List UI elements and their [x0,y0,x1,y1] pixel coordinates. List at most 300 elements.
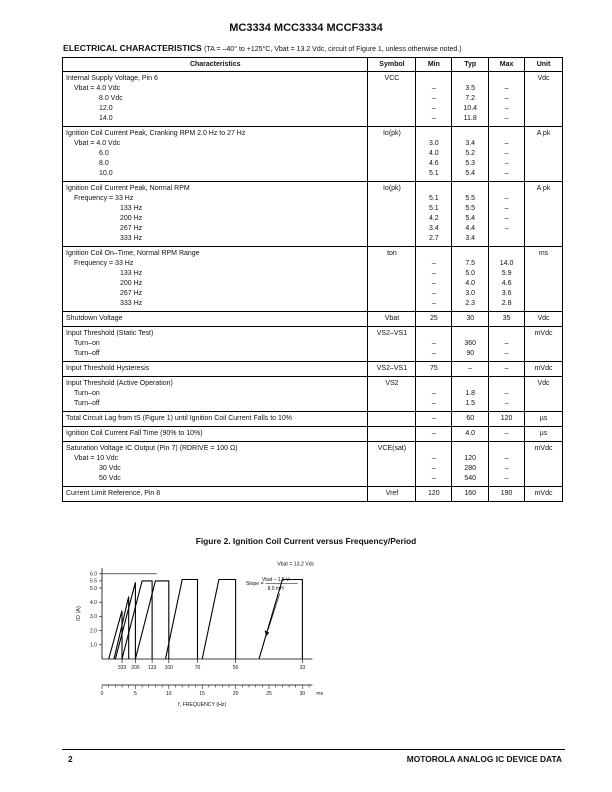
characteristic-cell [63,72,368,127]
characteristic-text: 267 Hz [120,290,143,297]
characteristic-text: 8.0 Vdc [99,95,123,102]
max-value: – [504,95,509,102]
characteristic-text: 30 Vdc [99,465,121,472]
typ-value [455,379,485,389]
symbol-text [371,429,412,439]
unit-text: mVdc [534,330,553,337]
min-value [419,129,448,139]
max-cell [489,72,525,127]
max-value: 190 [500,490,513,497]
typ-value: 7.5 [465,260,476,267]
typ-cell [452,412,489,427]
min-value [419,74,448,84]
time-tick-label: 25 [266,691,272,697]
characteristic-text: Internal Supply Voltage, Pin 6 [66,75,158,82]
max-value: 35 [502,315,511,322]
unit-text: µs [539,415,548,422]
symbol-cell [368,412,416,427]
max-cell [489,312,525,327]
typ-value: 3.5 [465,85,476,92]
y-tick-label: 4.0 [90,600,97,606]
unit-cell [525,327,563,362]
min-value: – [431,475,436,482]
max-value: – [504,85,509,92]
characteristic-text: 200 Hz [120,215,143,222]
characteristic-cell [63,327,368,362]
characteristic-cell [63,427,368,442]
characteristic-cell [63,377,368,412]
unit-text: µs [539,430,548,437]
characteristic-text: 333 Hz [120,235,143,242]
max-value: – [504,390,509,397]
unit-cell [525,487,563,502]
min-cell [416,247,452,312]
unit-cell [525,377,563,412]
min-value: – [431,270,436,277]
characteristic-cell [63,412,368,427]
unit-text: Vdc [537,75,550,82]
max-cell [489,427,525,442]
symbol-cell [368,312,416,327]
min-value: – [431,115,436,122]
max-value: 120 [500,415,513,422]
min-value: 120 [428,490,440,497]
min-value: – [431,465,436,472]
characteristic-text: Frequency = 33 Hz [74,260,134,267]
min-value: – [431,350,436,357]
characteristic-text: Shutdown Voltage [66,315,123,322]
characteristic-text: Vbat = 4.0 Vdc [74,140,121,147]
max-cell [489,182,525,247]
slope-arrow [268,594,279,630]
min-value: 4.0 [428,150,439,157]
min-cell [416,312,452,327]
typ-value: 5.4 [465,215,476,222]
min-value: 3.4 [428,225,439,232]
characteristic-text: 333 Hz [120,300,143,307]
typ-value: 4.0 [465,430,476,437]
symbol-cell [368,487,416,502]
y-tick-label: 2.0 [90,628,97,635]
unit-text: ms [538,250,549,257]
typ-value: 360 [464,340,477,347]
max-value: – [504,140,509,147]
max-value: 5.9 [501,270,512,277]
symbol-text: VS2–VS1 [376,365,408,372]
time-tick-label: 20 [232,691,239,697]
min-value: 25 [429,315,438,322]
table-header-row [63,58,563,72]
symbol-cell [368,442,416,487]
symbol-text: Vbat [384,315,400,322]
min-cell [416,412,452,427]
min-value: – [431,95,436,102]
symbol-text: VCC [384,75,400,82]
current-waveform [114,597,129,660]
typ-cell [452,312,489,327]
time-tick-label: 10 [166,691,172,697]
typ-cell [452,127,489,182]
max-value: – [504,205,509,212]
characteristic-text: Current Limit Reference, Pin 8 [66,490,161,497]
symbol-cell [368,427,416,442]
unit-text: A pk [536,130,551,137]
table-row [63,182,563,247]
max-value: – [504,195,509,202]
max-value: – [504,465,509,472]
y-tick-label: 6.0 [90,571,97,578]
electrical-characteristics-table [62,57,563,502]
characteristic-text: Turn–on [74,340,100,347]
characteristic-cell [63,362,368,377]
freq-tick-label: 50 [232,665,239,671]
table-row [63,412,563,427]
max-value: – [504,365,509,372]
min-value: – [431,85,436,92]
unit-cell [525,182,563,247]
typ-value [455,329,485,339]
min-value: – [431,280,436,287]
table-row [63,327,563,362]
header-typ: Typ [452,58,489,72]
typ-value: 30 [466,315,475,322]
min-value: 5.1 [428,170,439,177]
min-value [419,379,448,389]
time-unit-label: ms [316,691,324,697]
characteristic-text: Ignition Coil Current Peak, Cranking RPM 2.0 Hz to 27 Hz [66,130,246,137]
min-cell [416,427,452,442]
max-value: – [504,350,509,357]
max-cell [489,442,525,487]
unit-cell [525,312,563,327]
max-value [492,329,521,339]
max-value: – [504,475,509,482]
slope-annotation-label: Slope = [245,581,264,588]
min-value: – [431,415,436,422]
max-cell [489,247,525,312]
typ-value: 4.0 [465,280,476,287]
characteristic-cell [63,182,368,247]
typ-value: 3.0 [465,290,476,297]
min-value: – [431,260,436,267]
page-title: MC3334 MCC3334 MCCF3334 [229,22,383,34]
characteristic-text: 12.0 [99,105,113,112]
min-value: – [431,400,436,407]
freq-tick-label: 133 [147,665,157,671]
current-waveform [202,580,235,660]
typ-value: 3.4 [465,140,476,147]
freq-tick-label: 333 [117,665,127,671]
max-value: – [504,170,509,177]
typ-value: 4.4 [465,225,476,232]
symbol-text: VS2–VS1 [376,330,408,337]
typ-value [455,74,485,84]
unit-cell [525,72,563,127]
characteristic-text: Ignition Coil On–Time, Normal RPM Range [66,250,200,257]
max-cell [489,127,525,182]
max-cell [489,412,525,427]
symbol-text: Vref [385,490,399,497]
max-value [492,444,521,454]
typ-value: 10.4 [463,105,478,112]
typ-value [455,129,485,139]
typ-cell [452,427,489,442]
x-axis-label: f, FREQUENCY (Hz) [178,702,227,708]
footer-text: MOTOROLA ANALOG IC DEVICE DATA [406,754,562,764]
typ-value: 7.2 [465,95,476,102]
typ-cell [452,72,489,127]
symbol-text: VS2 [385,380,399,387]
max-value: – [504,150,509,157]
characteristic-text: Saturation Voltage IC Output (Pin 7) (RDRIVE = 100 Ω) [66,445,238,452]
slope-denominator: 8.0 mH [267,586,284,593]
typ-value: 2.3 [465,300,476,307]
characteristic-text: Vbat = 4.0 Vdc [74,85,121,92]
min-cell [416,327,452,362]
slope-numerator: Vbat – 1.5 V [261,577,290,584]
characteristic-text: Ignition Coil Current Fall Time (90% to 10%) [66,430,203,437]
min-value: – [431,340,436,347]
table-row [63,127,563,182]
unit-cell [525,247,563,312]
min-value: 4.6 [428,160,439,167]
section-heading-label: ELECTRICAL CHARACTERISTICS [63,43,202,53]
min-cell [416,487,452,502]
typ-value: 5.4 [465,170,476,177]
max-value [492,249,521,259]
characteristic-text: Turn–on [74,390,100,397]
y-axis-label: IO (A) [76,606,82,621]
characteristic-cell [63,127,368,182]
time-tick-label: 5 [134,691,137,697]
freq-tick-label: 33 [299,665,306,671]
characteristic-text: 10.0 [99,170,113,177]
table-row [63,487,563,502]
typ-value: 5.0 [465,270,476,277]
time-tick-label: 30 [299,691,306,697]
characteristic-text: Input Threshold Hysteresis [66,365,150,372]
typ-cell [452,487,489,502]
max-value [492,74,521,84]
time-tick-label: 0 [100,691,104,697]
max-value: – [504,225,509,232]
characteristic-cell [63,442,368,487]
unit-text: mVdc [534,490,553,497]
max-value: 3.6 [501,290,512,297]
current-waveform [166,580,198,660]
max-cell [489,327,525,362]
typ-value: 1.8 [465,390,476,397]
typ-value [455,249,485,259]
symbol-cell [368,377,416,412]
max-value: 4.6 [501,280,512,287]
min-value: 5.1 [428,195,439,202]
max-value: – [504,455,509,462]
min-value [419,249,448,259]
vbat-annotation: Vbat = 13.2 Vdc [277,561,315,568]
header-characteristics: Characteristics [63,58,368,72]
characteristic-text: 133 Hz [120,205,143,212]
page-number: 2 [68,754,73,764]
unit-cell [525,427,563,442]
table-body [63,72,563,502]
characteristic-text: 200 Hz [120,280,143,287]
symbol-cell [368,362,416,377]
max-value: – [504,160,509,167]
header-max: Max [489,58,525,72]
typ-value: – [468,365,473,372]
max-value: 2.8 [501,300,512,307]
test-conditions: (TA = –40° to +125°C, Vbat = 13.2 Vdc, circuit of Figure 1, unless otherwise noted.) [204,46,462,53]
min-cell [416,127,452,182]
unit-cell [525,362,563,377]
max-value [492,129,521,139]
symbol-text: Io(pk) [382,185,401,192]
max-value: – [504,115,509,122]
figure-title: Figure 2. Ignition Coil Current versus Frequency/Period [195,536,417,546]
table-row [63,427,563,442]
min-value: – [431,105,436,112]
symbol-text [371,414,412,424]
typ-value: 1.5 [465,400,476,407]
characteristic-text: 8.0 [99,160,109,167]
time-tick-label: 15 [199,691,205,697]
min-value: – [431,430,436,437]
max-value: – [504,105,509,112]
typ-value: 11.8 [463,115,477,122]
typ-value: 540 [464,475,477,482]
min-value: – [431,455,436,462]
typ-value: 90 [466,350,475,357]
symbol-cell [368,127,416,182]
characteristic-text: Turn–off [74,350,100,357]
min-value: 2.7 [428,235,439,242]
typ-value: 5.3 [465,160,476,167]
max-value [492,379,521,389]
characteristic-cell [63,312,368,327]
max-value: – [504,400,509,407]
ignition-current-chart [60,558,550,718]
typ-cell [452,362,489,377]
max-value [492,184,521,194]
symbol-cell [368,72,416,127]
min-value [419,329,448,339]
typ-cell [452,327,489,362]
characteristic-text: 50 Vdc [99,475,121,482]
characteristic-text: Turn–off [74,400,100,407]
typ-value: 5.2 [465,150,476,157]
characteristic-text: 267 Hz [120,225,143,232]
characteristic-text: 14.0 [99,115,113,122]
y-tick-label: 5.5 [90,578,97,585]
table-row [63,312,563,327]
typ-value: 3.4 [465,235,476,242]
symbol-cell [368,247,416,312]
typ-value: 5.5 [465,195,476,202]
unit-cell [525,442,563,487]
y-tick-label: 1.0 [90,642,97,649]
typ-value: 280 [464,465,477,472]
max-value: – [504,430,509,437]
unit-text: mVdc [534,365,553,372]
unit-text: Vdc [537,315,550,322]
min-value [419,444,448,454]
characteristic-text: Frequency = 33 Hz [74,195,134,202]
header-symbol: Symbol [368,58,416,72]
min-value [419,184,448,194]
table-row [63,442,563,487]
min-value: 4.2 [428,215,439,222]
unit-text: A pk [536,185,551,192]
min-cell [416,442,452,487]
typ-cell [452,442,489,487]
table-row [63,362,563,377]
table-row [63,72,563,127]
typ-value [455,184,485,194]
characteristic-cell [63,487,368,502]
header-min: Min [416,58,452,72]
table-row [63,377,563,412]
symbol-text: ton [387,250,397,257]
typ-value: 120 [464,455,477,462]
characteristic-text: Input Threshold (Active Operation) [66,380,173,387]
max-value: – [504,215,509,222]
symbol-cell [368,182,416,247]
unit-text: mVdc [534,445,553,452]
section-heading [63,43,462,53]
typ-value: 60 [466,415,475,422]
typ-value: 160 [464,490,477,497]
y-tick-label: 3.0 [90,614,97,621]
characteristic-text: 133 Hz [120,270,143,277]
min-cell [416,182,452,247]
freq-tick-label: 70 [194,665,201,671]
min-value: 75 [429,365,438,372]
max-cell [489,487,525,502]
freq-tick-label: 200 [131,665,140,671]
unit-cell [525,412,563,427]
freq-tick-label: 100 [164,665,173,671]
characteristic-text: 6.0 [99,150,109,157]
typ-value [455,444,485,454]
max-value: – [504,340,509,347]
typ-cell [452,247,489,312]
current-waveform [122,581,152,659]
max-cell [489,377,525,412]
characteristic-text: Total Circuit Lag from tS (Figure 1) until Ignition Coil Current Falls to 10% [66,415,293,422]
typ-cell [452,182,489,247]
characteristic-text: Vbat = 10 Vdc [74,455,119,462]
min-cell [416,362,452,377]
max-value: 14.0 [499,260,514,267]
symbol-text: VCE(sat) [377,445,407,452]
characteristic-text: Ignition Coil Current Peak, Normal RPM [66,185,190,192]
max-cell [489,362,525,377]
min-value: 3.0 [428,140,439,147]
min-value: – [431,390,436,397]
unit-text: Vdc [537,380,550,387]
table-row [63,247,563,312]
y-tick-label: 5.0 [90,585,97,592]
unit-cell [525,127,563,182]
min-value: 5.1 [428,205,439,212]
characteristic-cell [63,247,368,312]
max-value [492,234,521,244]
characteristic-text: Input Threshold (Static Test) [66,330,154,337]
min-value: – [431,290,436,297]
symbol-text: Io(pk) [382,130,401,137]
min-value: – [431,300,436,307]
